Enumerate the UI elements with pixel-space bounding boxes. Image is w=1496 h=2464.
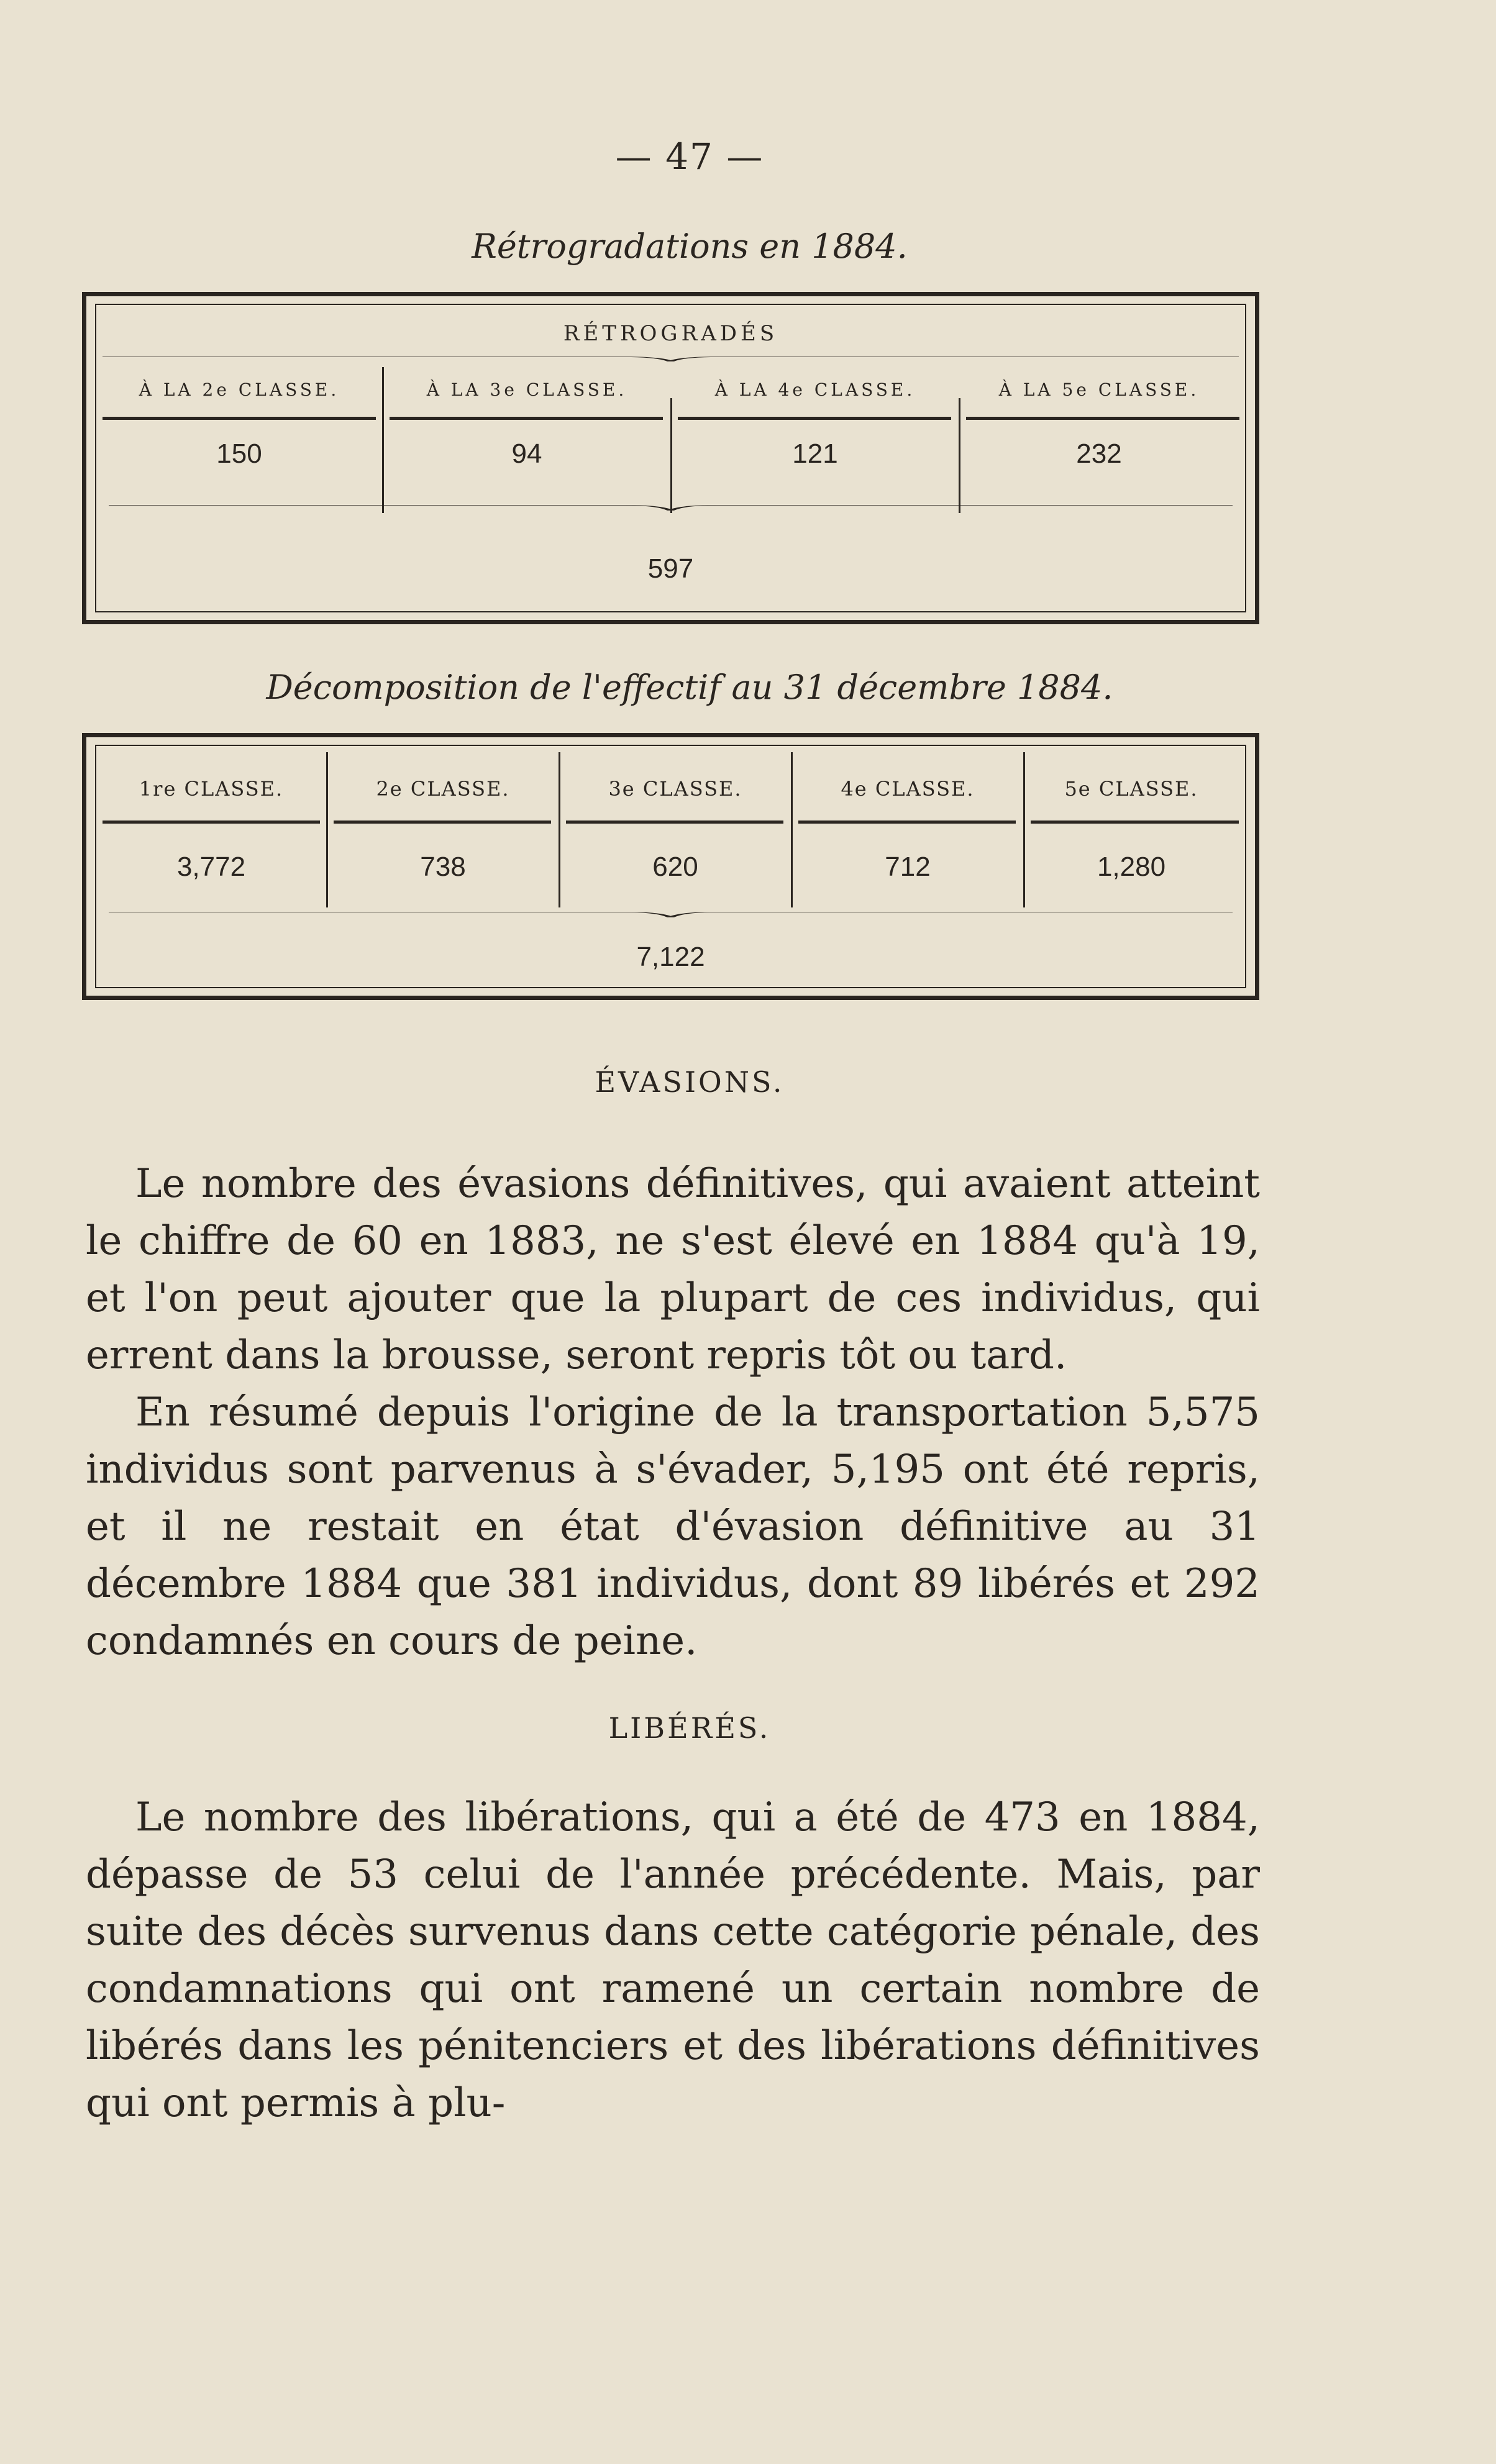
table2-value-col2: 738 [420,852,466,882]
table1-value-col1: 150 [216,439,262,469]
table1-col3-label: À LA 4e CLASSE. [714,380,916,400]
table1-col2 [383,380,670,400]
table2-rule [798,821,1016,824]
table1-rule [103,417,376,420]
liberes-heading: LIBÉRÉS. [608,1711,771,1745]
table1-col4-label: À LA 5e CLASSE. [998,380,1200,400]
evasions-paragraph-1: Le nombre des évasions définitives, qui avaient atteint le chiffre de 60 en 1883, ne s'est élevé en 1884 qu'à 19, et l'on peut ajouter que la plupart de ces individus, qui errent dans la brousse, seront repris tôt ou tard. [86,1161,1260,1378]
evasions-heading: ÉVASIONS. [595,1065,785,1099]
liberes-paragraph-1: Le nombre des libérations, qui a été de 473 en 1884, dépasse de 53 celui de l'année précédente. Mais, par suite des décès survenus dans cette catégorie pénale, des condamnations qui ont ramené un certain nombre de libérés dans les pénitenciers et des libérations définitives qui ont permis à plu- [86,1794,1260,2126]
table2-rule [334,821,551,824]
table2-rule [103,821,320,824]
table2-col4-label: 4e CLASSE. [841,777,975,801]
table1-total: 597 [647,553,694,584]
table1-col3 [672,380,959,400]
table2-col5-label: 5e CLASSE. [1064,777,1198,801]
table1-value-col3: 121 [792,439,838,469]
table1-col1 [96,380,382,400]
table2-rule [566,821,783,824]
table1-rule [678,417,951,420]
table2-value-col1: 3,772 [176,852,246,882]
table2-total: 7,122 [636,942,705,972]
table2-col2-label: 2e CLASSE. [376,777,510,801]
table2-col1-label: 1re CLASSE. [139,777,284,801]
table1-header-brace [103,355,1239,362]
table2-total-brace [109,911,1233,918]
table1-value-col4: 232 [1076,439,1122,469]
table1-inner [95,304,1246,612]
table1-col4 [960,380,1238,400]
table1-header: RÉTROGRADÉS [563,321,778,346]
table2-value-col4: 712 [885,852,931,882]
table2-divider [326,752,328,907]
table1-retrogradations [82,292,1259,624]
table1-col2-label: À LA 3e CLASSE. [426,380,627,400]
table1-col1-label: À LA 2e CLASSE. [139,380,340,400]
table2-divider [1023,752,1025,907]
table2-divider [559,752,560,907]
page-number: — 47 — [615,135,764,178]
table1-rule [390,417,663,420]
table2-value-col3: 620 [652,852,698,882]
table2-effectif [82,733,1259,1000]
table1-value-col2: 94 [511,439,542,469]
table2-rule [1031,821,1239,824]
table2-caption: Décomposition de l'effectif au 31 décembre 1884. [266,668,1113,707]
table2-inner [95,745,1246,988]
table2-divider [791,752,793,907]
table1-rule [966,417,1239,420]
table2-col3-label: 3e CLASSE. [608,777,742,801]
table1-total-brace [109,504,1233,511]
evasions-text [86,1155,1260,1670]
evasions-paragraph-2: En résumé depuis l'origine de la transportation 5,575 individus sont parvenus à s'évader, 5,195 ont été repris, et il ne restait en état d'évasion définitive au 31 décembre 1884 que 381 individus, dont 89 libérés et 292 condamnés en cours de peine. [86,1389,1260,1664]
table2-value-col5: 1,280 [1097,852,1166,882]
table1-caption: Rétrogradations en 1884. [472,227,908,266]
liberes-text [86,1789,1260,2132]
